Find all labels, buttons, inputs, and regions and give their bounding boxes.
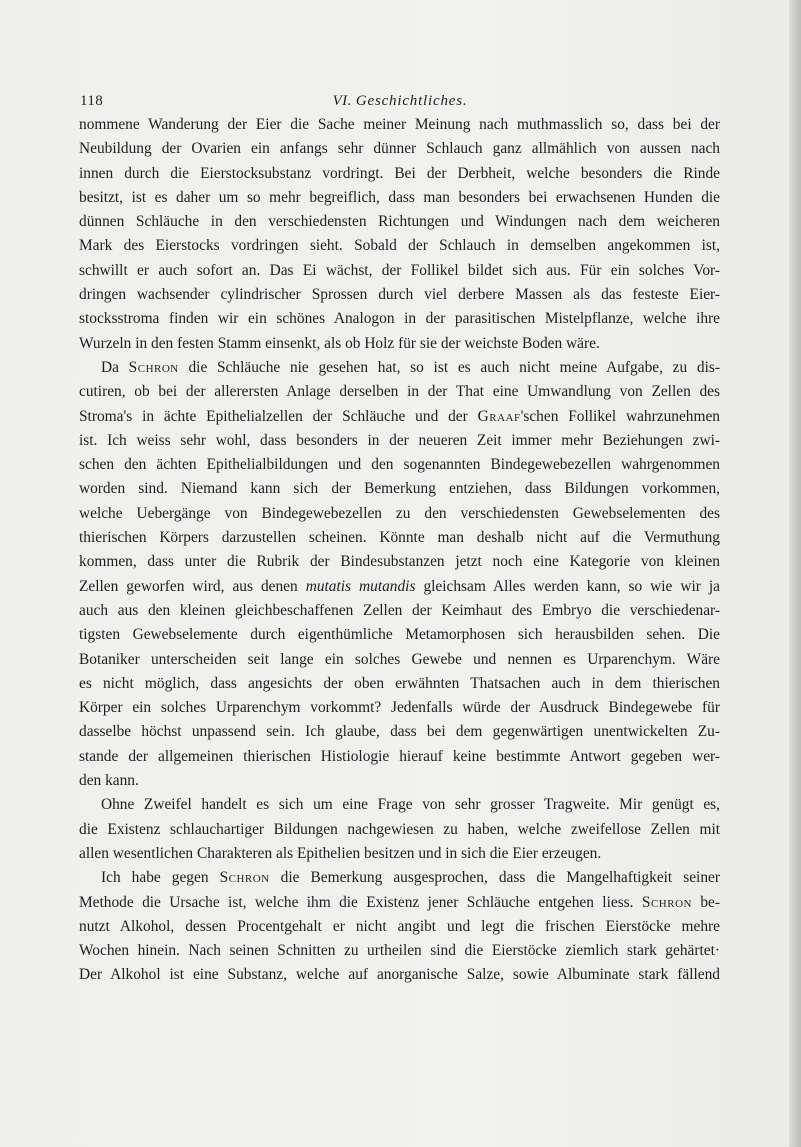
text-line: nutzt Alkohol, dessen Procentgehalt er nicht angibt und legt die frischen Eierstöcke mehre	[79, 917, 720, 935]
text-line	[79, 866, 720, 890]
text-segment: gleichsam Alles werden kann, so wie wir ja	[415, 577, 720, 595]
text-line: schen den ächten Epithelialbildungen und den sogenannten Bindegewebezellen wahrgenommen	[79, 456, 720, 474]
text-line	[79, 356, 720, 380]
running-header	[80, 93, 720, 115]
text-line: stande der allgemeinen thierischen Histiologie hierauf keine bestimmte Antwort gegeben wer-	[79, 747, 720, 765]
text-line: dasselbe höchst unpassend sein. Ich glaube, dass bei dem gegenwärtigen unentwickelten Zu-	[79, 723, 720, 741]
text-segment: Ich habe gegen	[101, 869, 220, 887]
text-segment: die Bemerkung ausgesprochen, dass die Mangelhaftigkeit seiner	[269, 869, 720, 887]
text-line: besitzt, ist es daher um so mehr begreiflich, dass man besonders bei erwachsenen Hunden die	[79, 188, 720, 206]
text-line: den kann.	[79, 772, 139, 790]
text-line	[79, 575, 720, 599]
text-line: allen wesentlichen Charakteren als Epithelien besitzen und in sich die Eier erzeugen.	[79, 844, 602, 862]
text-line: die Existenz schlauchartiger Bildungen nachgewiesen zu haben, welche zweifellose Zellen mit	[79, 820, 720, 838]
text-line: Ohne Zweifel handelt es sich um eine Frage von sehr grosser Tragweite. Mir genügt es,	[101, 796, 720, 814]
text-line: Botaniker unterscheiden seit lange ein solches Gewebe und nennen es Urparenchym. Wäre	[79, 650, 720, 668]
chapter-title: Geschichtliches.	[355, 93, 468, 109]
text-line: ist. Ich weiss sehr wohl, dass besonders in der neueren Zeit immer mehr Beziehungen zwi-	[79, 431, 720, 449]
author-name: Schron	[128, 358, 179, 376]
text-segment: Stroma's in ächte Epithelialzellen der Schläuche und der	[79, 407, 478, 425]
chapter-number: VI.	[332, 93, 352, 109]
text-line	[79, 891, 720, 915]
text-line: nommene Wanderung der Eier die Sache meiner Meinung nach muthmasslich so, dass bei der	[79, 116, 720, 133]
text-line: es nicht möglich, dass angesichts der oben erwähnten Thatsachen auch in dem thierischen	[79, 674, 720, 692]
running-title	[80, 93, 720, 110]
body-text	[79, 113, 720, 988]
text-line: kommen, dass unter die Rubrik der Bindesubstanzen jetzt noch eine Kategorie von kleinen	[79, 553, 720, 571]
text-line: dünnen Schläuche in den verschiedensten Richtungen und Windungen nach dem weicheren	[79, 213, 720, 231]
author-name: Graaf	[477, 407, 521, 425]
text-line: dringen wachsender cylindrischer Sprossen durch viel derbere Massen als das festeste Eier-	[79, 286, 720, 304]
text-line: Der Alkohol ist eine Substanz, welche auf anorganische Salze, sowie Albuminate stark fällend	[79, 966, 720, 984]
latin-phrase: mutatis mutandis	[305, 577, 416, 595]
text-segment: die Schläuche nie gesehen hat, so ist es auch nicht meine Aufgabe, zu dis-	[178, 358, 720, 376]
text-line	[79, 405, 720, 429]
page-number: 118	[80, 93, 104, 109]
author-name: Schron	[641, 893, 692, 911]
text-line: Körper ein solches Urparenchym vorkommt? Jedenfalls würde der Ausdruck Bindegewebe für	[79, 699, 720, 717]
text-line: Wochen hinein. Nach seinen Schnitten zu urtheilen sind die Eierstöcke ziemlich stark gehärtet·	[79, 942, 720, 960]
text-line: Mark des Eierstocks vordringen sieht. Sobald der Schlauch in demselben angekommen ist,	[79, 237, 720, 255]
text-segment: Zellen geworfen wird, aus denen	[79, 577, 306, 595]
text-segment: be-	[691, 893, 721, 911]
text-line: tigsten Gewebselemente durch eigenthümliche Metamorphosen sich herausbilden sehen. Die	[79, 626, 720, 644]
text-line: thierischen Körpers darzustellen scheinen. Könnte man deshalb nicht auf die Vermuthung	[79, 529, 720, 547]
text-segment: 'schen Follikel wahrzunehmen	[520, 407, 720, 425]
text-line: worden sind. Niemand kann sich der Bemerkung entziehen, dass Bildungen vorkommen,	[79, 480, 720, 498]
text-line: schwillt er auch sofort an. Das Ei wächst, der Follikel bildet sich aus. Für ein solches Vor-	[79, 261, 720, 279]
text-segment: Da	[101, 358, 129, 376]
page-edge	[789, 0, 801, 1147]
text-line: cutiren, ob bei der allerersten Anlage derselben in der That eine Umwandlung von Zellen des	[79, 383, 720, 401]
text-segment: Methode die Ursache ist, welche ihm die Existenz jener Schläuche entgehen liess.	[79, 893, 642, 911]
author-name: Schron	[219, 869, 270, 887]
text-line: auch aus den kleinen gleichbeschaffenen Zellen der Keimhaut des Embryo die verschiedenar-	[79, 601, 720, 619]
text-line: Wurzeln in den festen Stamm einsenkt, als ob Holz für sie der weichste Boden wäre.	[79, 334, 600, 352]
text-line: stocksstroma finden wir ein schönes Analogon in der parasitischen Mistelpflanze, welche ihre	[79, 310, 720, 328]
text-line: Neubildung der Ovarien ein anfangs sehr dünner Schlauch ganz allmählich von aussen nach	[79, 140, 720, 158]
text-line: welche Uebergänge von Bindegewebezellen zu den verschiedensten Gewebselementen des	[79, 504, 720, 522]
text-line: innen durch die Eierstocksubstanz vordringt. Bei der Derbheit, welche besonders die Rinde	[79, 164, 720, 182]
